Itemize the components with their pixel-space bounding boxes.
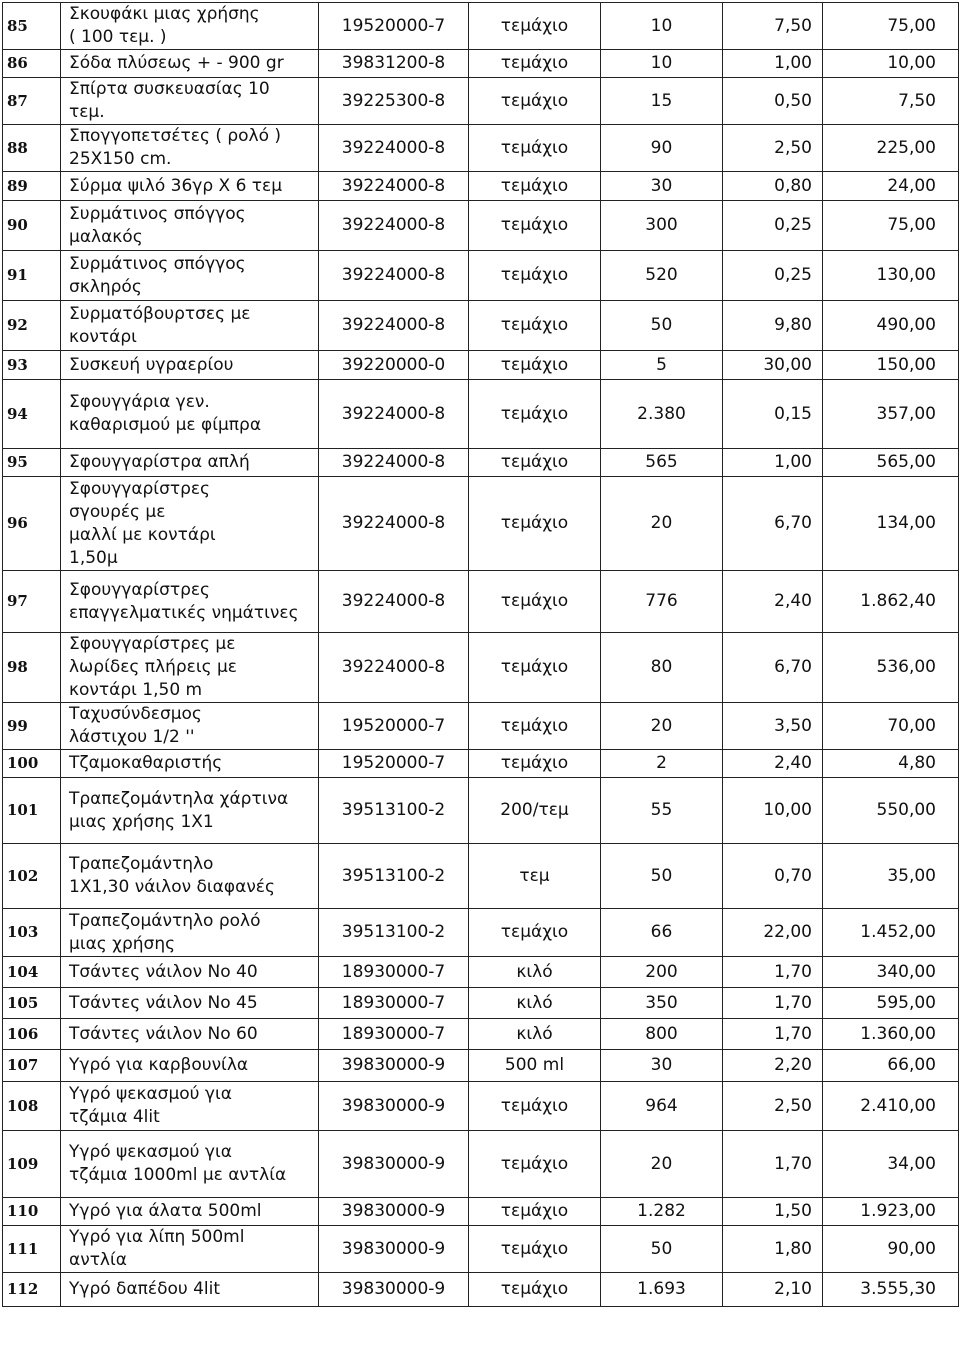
table-row [3, 703, 959, 750]
quantity: 90 [601, 125, 723, 172]
quantity: 200 [601, 957, 723, 988]
unit-price: 1,80 [723, 1226, 823, 1273]
cpv-code: 39225300-8 [319, 78, 469, 125]
unit-price: 1,00 [723, 449, 823, 477]
quantity: 80 [601, 633, 723, 703]
total-amount: 1.862,40 [823, 571, 959, 633]
item-description: Υγρό για καρβουνίλα [61, 1050, 319, 1082]
item-description: Σφουγγάρια γεν. καθαρισμού με φίμπρα [61, 380, 319, 449]
item-description: Τραπεζομάντηλο ρολό μιας χρήσης [61, 909, 319, 957]
unit-of-measure: τεμάχιο [469, 1226, 601, 1273]
unit-price: 1,70 [723, 957, 823, 988]
cpv-code: 39831200-8 [319, 50, 469, 78]
cpv-code: 39224000-8 [319, 201, 469, 251]
total-amount: 225,00 [823, 125, 959, 172]
quantity: 50 [601, 301, 723, 351]
table-row [3, 1019, 959, 1050]
total-amount: 1.923,00 [823, 1198, 959, 1226]
cpv-code: 39224000-8 [319, 571, 469, 633]
total-amount: 3.555,30 [823, 1273, 959, 1307]
item-description: Τζαμοκαθαριστής [61, 750, 319, 778]
item-number: 98 [3, 633, 61, 703]
unit-of-measure: κιλό [469, 1019, 601, 1050]
quantity: 300 [601, 201, 723, 251]
cpv-code: 39830000-9 [319, 1050, 469, 1082]
item-number: 112 [3, 1273, 61, 1307]
total-amount: 34,00 [823, 1131, 959, 1198]
unit-price: 2,50 [723, 1082, 823, 1131]
quantity: 10 [601, 50, 723, 78]
unit-price: 0,15 [723, 380, 823, 449]
unit-price: 7,50 [723, 3, 823, 50]
cpv-code: 39830000-9 [319, 1082, 469, 1131]
quantity: 2.380 [601, 380, 723, 449]
item-description: Σφουγγαρίστρα απλή [61, 449, 319, 477]
item-number: 105 [3, 988, 61, 1019]
unit-price: 2,10 [723, 1273, 823, 1307]
table-row [3, 1226, 959, 1273]
quantity: 30 [601, 1050, 723, 1082]
item-number: 87 [3, 78, 61, 125]
item-number: 93 [3, 351, 61, 380]
item-description: Τσάντες νάιλον Νο 40 [61, 957, 319, 988]
total-amount: 7,50 [823, 78, 959, 125]
unit-price: 22,00 [723, 909, 823, 957]
item-number: 96 [3, 477, 61, 571]
table-row [3, 301, 959, 351]
total-amount: 595,00 [823, 988, 959, 1019]
quantity: 350 [601, 988, 723, 1019]
total-amount: 565,00 [823, 449, 959, 477]
unit-of-measure: τεμάχιο [469, 201, 601, 251]
cpv-code: 19520000-7 [319, 3, 469, 50]
quantity: 964 [601, 1082, 723, 1131]
total-amount: 75,00 [823, 3, 959, 50]
table-row [3, 201, 959, 251]
item-description: Σύρμα ψιλό 36γρ Χ 6 τεμ [61, 172, 319, 201]
item-description: Τραπεζομάντηλο 1Χ1,30 νάιλον διαφανές [61, 844, 319, 909]
unit-of-measure: τεμάχιο [469, 1273, 601, 1307]
item-description: Σφουγγαρίστρες με λωρίδες πλήρεις με κοντάρι 1,50 m [61, 633, 319, 703]
unit-of-measure: τεμάχιο [469, 1198, 601, 1226]
quantity: 20 [601, 477, 723, 571]
unit-price: 2,40 [723, 571, 823, 633]
cpv-code: 18930000-7 [319, 1019, 469, 1050]
unit-of-measure: τεμάχιο [469, 633, 601, 703]
total-amount: 150,00 [823, 351, 959, 380]
item-number: 100 [3, 750, 61, 778]
item-number: 111 [3, 1226, 61, 1273]
cpv-code: 39224000-8 [319, 301, 469, 351]
cpv-code: 39513100-2 [319, 909, 469, 957]
total-amount: 1.360,00 [823, 1019, 959, 1050]
unit-price: 9,80 [723, 301, 823, 351]
cpv-code: 39513100-2 [319, 778, 469, 844]
quantity: 30 [601, 172, 723, 201]
unit-of-measure: τεμάχιο [469, 380, 601, 449]
table-row [3, 380, 959, 449]
table-row [3, 1050, 959, 1082]
total-amount: 4,80 [823, 750, 959, 778]
item-number: 97 [3, 571, 61, 633]
items-table [2, 2, 959, 1307]
unit-of-measure: τεμάχιο [469, 1082, 601, 1131]
item-number: 89 [3, 172, 61, 201]
item-description: Σπίρτα συσκευασίας 10 τεμ. [61, 78, 319, 125]
unit-of-measure: τεμάχιο [469, 449, 601, 477]
item-description: Σφουγγαρίστρες σγουρές με μαλλί με κοντάρι 1,50μ [61, 477, 319, 571]
cpv-code: 39830000-9 [319, 1273, 469, 1307]
quantity: 66 [601, 909, 723, 957]
quantity: 10 [601, 3, 723, 50]
unit-of-measure: τεμάχιο [469, 703, 601, 750]
table-row [3, 571, 959, 633]
total-amount: 35,00 [823, 844, 959, 909]
unit-of-measure: τεμάχιο [469, 172, 601, 201]
cpv-code: 19520000-7 [319, 750, 469, 778]
item-number: 94 [3, 380, 61, 449]
total-amount: 66,00 [823, 1050, 959, 1082]
table-row [3, 844, 959, 909]
total-amount: 130,00 [823, 251, 959, 301]
unit-price: 6,70 [723, 633, 823, 703]
table-row [3, 1082, 959, 1131]
unit-of-measure: τεμάχιο [469, 351, 601, 380]
table-row [3, 477, 959, 571]
table-row [3, 778, 959, 844]
table-row [3, 1131, 959, 1198]
cpv-code: 39224000-8 [319, 172, 469, 201]
unit-of-measure: τεμάχιο [469, 909, 601, 957]
quantity: 776 [601, 571, 723, 633]
unit-price: 1,00 [723, 50, 823, 78]
item-description: Υγρό δαπέδου 4lit [61, 1273, 319, 1307]
unit-price: 1,70 [723, 1131, 823, 1198]
cpv-code: 18930000-7 [319, 988, 469, 1019]
unit-of-measure: τεμάχιο [469, 477, 601, 571]
unit-of-measure: κιλό [469, 957, 601, 988]
item-number: 99 [3, 703, 61, 750]
item-number: 109 [3, 1131, 61, 1198]
quantity: 20 [601, 1131, 723, 1198]
unit-price: 0,70 [723, 844, 823, 909]
total-amount: 536,00 [823, 633, 959, 703]
total-amount: 10,00 [823, 50, 959, 78]
quantity: 50 [601, 844, 723, 909]
cpv-code: 39224000-8 [319, 477, 469, 571]
table-row [3, 251, 959, 301]
total-amount: 357,00 [823, 380, 959, 449]
item-description: Σόδα πλύσεως + - 900 gr [61, 50, 319, 78]
item-description: Υγρό για άλατα 500ml [61, 1198, 319, 1226]
item-number: 85 [3, 3, 61, 50]
total-amount: 490,00 [823, 301, 959, 351]
table-row [3, 1198, 959, 1226]
unit-of-measure: τεμάχιο [469, 301, 601, 351]
table-row [3, 633, 959, 703]
total-amount: 24,00 [823, 172, 959, 201]
item-description: Τραπεζομάντηλα χάρτινα μιας χρήσης 1Χ1 [61, 778, 319, 844]
cpv-code: 39224000-8 [319, 449, 469, 477]
unit-of-measure: τεμάχιο [469, 750, 601, 778]
item-description: Υγρό ψεκασμού για τζάμια 1000ml με αντλία [61, 1131, 319, 1198]
unit-of-measure: τεμάχιο [469, 251, 601, 301]
unit-price: 2,40 [723, 750, 823, 778]
total-amount: 1.452,00 [823, 909, 959, 957]
quantity: 520 [601, 251, 723, 301]
item-description: Σφουγγαρίστρες επαγγελματικές νημάτινες [61, 571, 319, 633]
item-number: 103 [3, 909, 61, 957]
unit-price: 1,70 [723, 1019, 823, 1050]
item-number: 102 [3, 844, 61, 909]
quantity: 1.282 [601, 1198, 723, 1226]
total-amount: 2.410,00 [823, 1082, 959, 1131]
total-amount: 75,00 [823, 201, 959, 251]
item-description: Υγρό ψεκασμού για τζάμια 4lit [61, 1082, 319, 1131]
unit-of-measure: τεμάχιο [469, 1131, 601, 1198]
item-number: 95 [3, 449, 61, 477]
item-description: Συρμάτινος σπόγγος σκληρός [61, 251, 319, 301]
item-number: 110 [3, 1198, 61, 1226]
quantity: 2 [601, 750, 723, 778]
table-row [3, 351, 959, 380]
cpv-code: 39513100-2 [319, 844, 469, 909]
unit-price: 2,20 [723, 1050, 823, 1082]
item-number: 108 [3, 1082, 61, 1131]
unit-of-measure: 500 ml [469, 1050, 601, 1082]
quantity: 15 [601, 78, 723, 125]
total-amount: 340,00 [823, 957, 959, 988]
cpv-code: 39830000-9 [319, 1131, 469, 1198]
unit-of-measure: 200/τεμ [469, 778, 601, 844]
item-description: Συρματόβουρτσες με κοντάρι [61, 301, 319, 351]
table-row [3, 3, 959, 50]
total-amount: 134,00 [823, 477, 959, 571]
table-row [3, 988, 959, 1019]
quantity: 5 [601, 351, 723, 380]
unit-price: 6,70 [723, 477, 823, 571]
quantity: 55 [601, 778, 723, 844]
item-number: 106 [3, 1019, 61, 1050]
cpv-code: 18930000-7 [319, 957, 469, 988]
unit-of-measure: τεμάχιο [469, 78, 601, 125]
table-row [3, 449, 959, 477]
item-description: Ταχυσύνδεσμος λάστιχου 1/2 '' [61, 703, 319, 750]
item-description: Υγρό για λίπη 500ml αντλία [61, 1226, 319, 1273]
unit-of-measure: τεμάχιο [469, 571, 601, 633]
item-description: Σπογγοπετσέτες ( ρολό ) 25Χ150 cm. [61, 125, 319, 172]
item-description: Τσάντες νάιλον Νο 45 [61, 988, 319, 1019]
item-description: Συρμάτινος σπόγγος μαλακός [61, 201, 319, 251]
cpv-code: 39220000-0 [319, 351, 469, 380]
item-description: Συσκευή υγραερίου [61, 351, 319, 380]
table-row [3, 957, 959, 988]
unit-of-measure: τεμάχιο [469, 3, 601, 50]
quantity: 565 [601, 449, 723, 477]
table-row [3, 172, 959, 201]
table-row [3, 909, 959, 957]
item-number: 104 [3, 957, 61, 988]
unit-price: 0,80 [723, 172, 823, 201]
quantity: 1.693 [601, 1273, 723, 1307]
unit-price: 10,00 [723, 778, 823, 844]
total-amount: 550,00 [823, 778, 959, 844]
cpv-code: 19520000-7 [319, 703, 469, 750]
unit-price: 0,25 [723, 201, 823, 251]
unit-of-measure: τεμάχιο [469, 125, 601, 172]
item-number: 86 [3, 50, 61, 78]
table-row [3, 1273, 959, 1307]
cpv-code: 39224000-8 [319, 251, 469, 301]
unit-of-measure: κιλό [469, 988, 601, 1019]
table-row [3, 78, 959, 125]
unit-price: 0,50 [723, 78, 823, 125]
unit-price: 30,00 [723, 351, 823, 380]
quantity: 50 [601, 1226, 723, 1273]
unit-price: 3,50 [723, 703, 823, 750]
cpv-code: 39224000-8 [319, 633, 469, 703]
cpv-code: 39830000-9 [319, 1198, 469, 1226]
unit-price: 0,25 [723, 251, 823, 301]
unit-price: 1,50 [723, 1198, 823, 1226]
unit-price: 2,50 [723, 125, 823, 172]
quantity: 20 [601, 703, 723, 750]
item-number: 88 [3, 125, 61, 172]
cpv-code: 39224000-8 [319, 125, 469, 172]
item-number: 90 [3, 201, 61, 251]
unit-of-measure: τεμ [469, 844, 601, 909]
table-row [3, 50, 959, 78]
item-number: 91 [3, 251, 61, 301]
item-number: 92 [3, 301, 61, 351]
unit-of-measure: τεμάχιο [469, 50, 601, 78]
cpv-code: 39224000-8 [319, 380, 469, 449]
unit-price: 1,70 [723, 988, 823, 1019]
table-row [3, 750, 959, 778]
total-amount: 70,00 [823, 703, 959, 750]
item-description: Τσάντες νάιλον Νο 60 [61, 1019, 319, 1050]
table-row [3, 125, 959, 172]
item-number: 107 [3, 1050, 61, 1082]
item-description: Σκουφάκι μιας χρήσης ( 100 τεμ. ) [61, 3, 319, 50]
item-number: 101 [3, 778, 61, 844]
quantity: 800 [601, 1019, 723, 1050]
total-amount: 90,00 [823, 1226, 959, 1273]
cpv-code: 39830000-9 [319, 1226, 469, 1273]
